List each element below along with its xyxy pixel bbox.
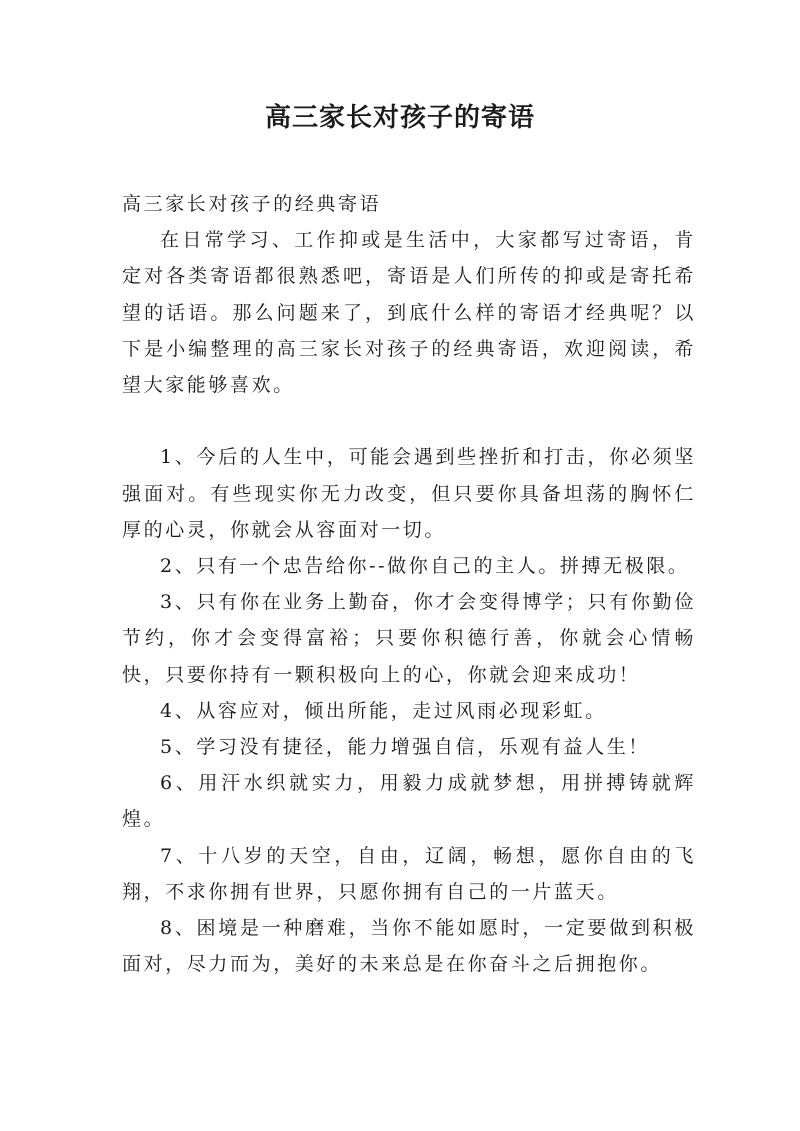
paragraph-spacer [122,403,696,439]
document-body [122,186,696,982]
document-subtitle: 高三家长对孩子的经典寄语 [122,193,382,215]
intro-paragraph: 在日常学习、工作抑或是生活中，大家都写过寄语，肯定对各类寄语都很熟悉吧，寄语是人们所传的抑或是寄托希望的话语。那么问题来了，到底什么样的寄语才经典呢？以下是小编整理的高三家长对孩子的经典寄语，欢迎阅读，希望大家能够喜欢。 [122,229,696,397]
list-item: 7、十八岁的天空，自由，辽阔，畅想，愿你自由的飞翔，不求你拥有世界，只愿你拥有自己的一片蓝天。 [122,844,696,903]
list-item: 5、学习没有捷径，能力增强自信，乐观有益人生！ [160,736,650,759]
list-item: 3、只有你在业务上勤奋，你才会变得博学；只有你勤俭节约，你才会变得富裕；只要你积德行善，你就会心情畅快，只要你持有一颗积极向上的心，你就会迎来成功！ [122,591,696,686]
list-item: 1、今后的人生中，可能会遇到些挫折和打击，你必须坚强面对。有些现实你无力改变，但只要你具备坦荡的胸怀仁厚的心灵，你就会从容面对一切。 [122,446,696,541]
list-item: 2、只有一个忠告给你--做你自己的主人。拼搏无极限。 [160,555,690,578]
page-title: 高三家长对孩子的寄语 [264,103,535,133]
list-item: 6、用汗水织就实力，用毅力成就梦想，用拼搏铸就辉煌。 [122,772,696,831]
list-item: 8、困境是一种磨难，当你不能如愿时，一定要做到积极面对，尽力而为，美好的未来总是在你奋斗之后拥抱你。 [122,917,696,976]
list-item: 4、从容应对，倾出所能，走过风雨必现彩虹。 [160,699,607,722]
